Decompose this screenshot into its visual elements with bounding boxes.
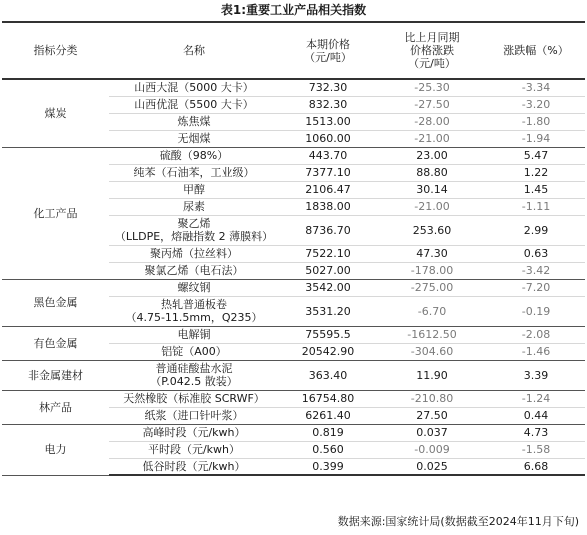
category-cell: 煤炭 <box>2 79 109 147</box>
pct-cell: 3.39 <box>487 360 585 390</box>
price-cell: 2106.47 <box>279 181 377 198</box>
price-cell: 0.819 <box>279 424 377 441</box>
pct-cell: 5.47 <box>487 147 585 164</box>
change-cell: -275.00 <box>377 279 487 296</box>
table-row <box>2 147 585 164</box>
change-cell: 0.037 <box>377 424 487 441</box>
product-name-line: 硫酸（98%） <box>159 149 229 162</box>
product-name-line: 普通硅酸盐水泥 <box>155 362 233 375</box>
price-cell: 1513.00 <box>279 113 377 130</box>
product-name-cell <box>109 458 279 475</box>
price-cell: 732.30 <box>279 79 377 96</box>
header-name: 名称 <box>109 22 279 79</box>
category-cell: 有色金属 <box>2 326 109 360</box>
product-name-line: 电解铜 <box>177 328 211 341</box>
product-name-cell <box>109 181 279 198</box>
change-cell: 88.80 <box>377 164 487 181</box>
pct-cell: -1.24 <box>487 390 585 407</box>
price-cell: 3531.20 <box>279 296 377 326</box>
pct-cell: -0.19 <box>487 296 585 326</box>
product-name-line: 纯苯（石油苯，工业级） <box>133 166 255 179</box>
table-body <box>2 79 585 475</box>
product-name-line: 炼焦煤 <box>177 115 211 128</box>
category-cell: 林产品 <box>2 390 109 424</box>
header-price-line: 本期价格 <box>306 37 350 51</box>
pct-cell: 6.68 <box>487 458 585 475</box>
product-name-line: 平时段（元/kwh） <box>147 443 241 456</box>
product-name-line: 热轧普通板卷 <box>161 298 227 311</box>
category-cell: 电力 <box>2 424 109 475</box>
pct-cell: 0.63 <box>487 245 585 262</box>
pct-cell: -1.94 <box>487 130 585 147</box>
product-name-cell <box>109 130 279 147</box>
pct-cell: -2.08 <box>487 326 585 343</box>
price-cell: 7522.10 <box>279 245 377 262</box>
table-row <box>2 360 585 390</box>
change-cell: -1612.50 <box>377 326 487 343</box>
product-name-cell <box>109 79 279 96</box>
product-name-line: 无烟煤 <box>177 132 211 145</box>
product-name-line: 尿素 <box>183 200 205 213</box>
price-cell: 20542.90 <box>279 343 377 360</box>
category-cell: 黑色金属 <box>2 279 109 326</box>
pct-cell: -7.20 <box>487 279 585 296</box>
product-name-cell <box>109 326 279 343</box>
price-cell: 1838.00 <box>279 198 377 215</box>
product-name-line: 山西优混（5500 大卡） <box>134 98 254 111</box>
product-name-line: 聚乙烯 <box>177 217 211 230</box>
table-row <box>2 279 585 296</box>
product-name-cell <box>109 113 279 130</box>
product-name-cell <box>109 262 279 279</box>
header-change-unit: （元/吨） <box>408 57 456 70</box>
change-cell: 47.30 <box>377 245 487 262</box>
product-name-cell <box>109 424 279 441</box>
pct-cell: -1.58 <box>487 441 585 458</box>
change-cell: -178.00 <box>377 262 487 279</box>
header-row <box>2 22 585 79</box>
price-cell: 0.399 <box>279 458 377 475</box>
product-name-cell <box>109 164 279 181</box>
product-name-cell <box>109 407 279 424</box>
product-name-line: 高峰时段（元/kwh） <box>142 426 246 439</box>
price-cell: 443.70 <box>279 147 377 164</box>
table-row <box>2 424 585 441</box>
product-name-line: 甲醇 <box>183 183 205 196</box>
product-name-line: （LLDPE，熔融指数 2 薄膜料） <box>114 230 274 243</box>
product-name-line: （P.042.5 散装） <box>150 375 238 388</box>
pct-cell: 2.99 <box>487 215 585 245</box>
change-cell: -28.00 <box>377 113 487 130</box>
price-cell: 1060.00 <box>279 130 377 147</box>
product-name-cell <box>109 215 279 245</box>
table-row <box>2 390 585 407</box>
industrial-price-table <box>2 21 585 476</box>
change-cell: -21.00 <box>377 130 487 147</box>
pct-cell: -1.80 <box>487 113 585 130</box>
product-name-cell <box>109 343 279 360</box>
price-cell: 0.560 <box>279 441 377 458</box>
header-change <box>377 22 487 79</box>
price-cell: 5027.00 <box>279 262 377 279</box>
product-name-line: 螺纹钢 <box>177 281 211 294</box>
product-name-line: 山西大混（5000 大卡） <box>134 81 254 95</box>
header-change-line2: 价格涨跌 <box>410 44 454 57</box>
change-cell: -25.30 <box>377 79 487 96</box>
product-name-cell <box>109 245 279 262</box>
price-cell: 8736.70 <box>279 215 377 245</box>
pct-cell: 1.45 <box>487 181 585 198</box>
change-cell: 253.60 <box>377 215 487 245</box>
pct-cell: 1.22 <box>487 164 585 181</box>
pct-cell: 4.73 <box>487 424 585 441</box>
pct-cell: -3.42 <box>487 262 585 279</box>
product-name-line: 聚丙烯（拉丝料） <box>150 247 238 260</box>
header-pct: 涨跌幅（%） <box>487 22 585 79</box>
header-price-unit: （元/吨） <box>304 50 352 64</box>
change-cell: 23.00 <box>377 147 487 164</box>
change-cell: 30.14 <box>377 181 487 198</box>
product-name-cell <box>109 198 279 215</box>
price-cell: 3542.00 <box>279 279 377 296</box>
change-cell: -210.80 <box>377 390 487 407</box>
change-cell: 27.50 <box>377 407 487 424</box>
product-name-line: 低谷时段（元/kwh） <box>142 459 246 473</box>
price-cell: 16754.80 <box>279 390 377 407</box>
price-cell: 363.40 <box>279 360 377 390</box>
category-cell: 化工产品 <box>2 147 109 279</box>
product-name-cell <box>109 360 279 390</box>
pct-cell: 0.44 <box>487 407 585 424</box>
change-cell: 11.90 <box>377 360 487 390</box>
header-price <box>279 22 377 79</box>
change-cell: -0.009 <box>377 441 487 458</box>
category-cell: 非金属建材 <box>2 360 109 390</box>
product-name-cell <box>109 147 279 164</box>
price-cell: 75595.5 <box>279 326 377 343</box>
change-cell: -6.70 <box>377 296 487 326</box>
product-name-line: 天然橡胶（标准胶 SCRWF） <box>123 392 265 405</box>
pct-cell: -3.34 <box>487 79 585 96</box>
table-title: 表1:重要工业产品相关指数 <box>220 3 367 17</box>
product-name-cell <box>109 279 279 296</box>
product-name-cell <box>109 96 279 113</box>
product-name-line: 纸浆（进口针叶浆） <box>144 409 244 422</box>
price-cell: 6261.40 <box>279 407 377 424</box>
header-change-line1: 比上月同期 <box>404 31 460 44</box>
product-name-line: 铝锭（A00） <box>161 345 227 358</box>
product-name-cell <box>109 390 279 407</box>
table-row <box>2 326 585 343</box>
change-cell: 0.025 <box>377 458 487 475</box>
change-cell: -304.60 <box>377 343 487 360</box>
change-cell: -27.50 <box>377 96 487 113</box>
product-name-cell <box>109 441 279 458</box>
pct-cell: -1.11 <box>487 198 585 215</box>
product-name-line: 聚氯乙烯（电石法） <box>144 264 244 277</box>
pct-cell: -3.20 <box>487 96 585 113</box>
source-note: 数据来源:国家统计局(数据截至2024年11月下旬) <box>337 515 579 528</box>
pct-cell: -1.46 <box>487 343 585 360</box>
table-row <box>2 79 585 96</box>
product-name-line: （4.75-11.5mm，Q235） <box>125 311 263 324</box>
header-category: 指标分类 <box>2 22 109 79</box>
price-cell: 832.30 <box>279 96 377 113</box>
product-name-cell <box>109 296 279 326</box>
price-cell: 7377.10 <box>279 164 377 181</box>
change-cell: -21.00 <box>377 198 487 215</box>
